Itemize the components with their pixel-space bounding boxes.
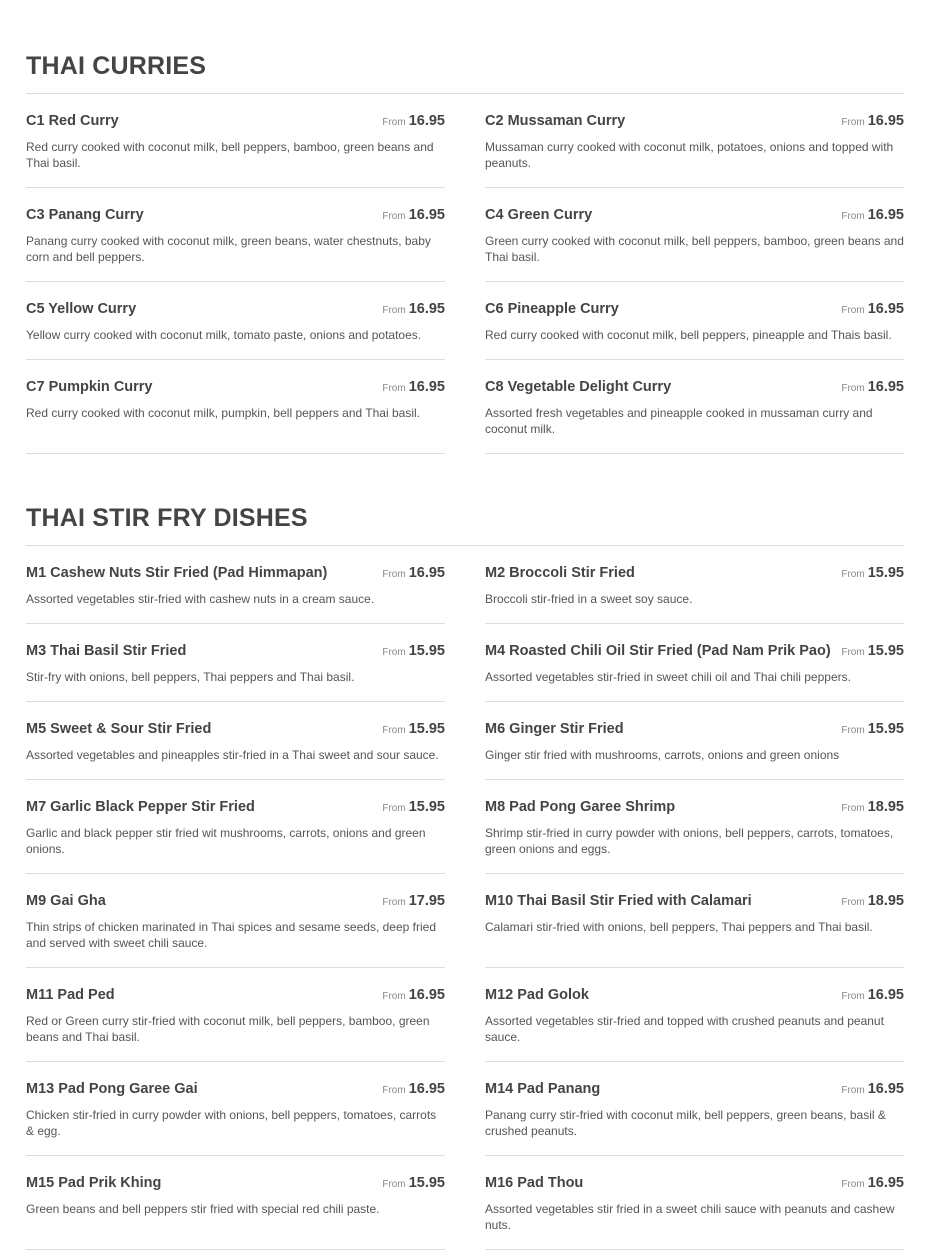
price-value: 16.95 [408, 987, 445, 1003]
menu-item-header [485, 642, 904, 662]
menu-item-header [26, 642, 445, 662]
menu-item-description: Assorted vegetables stir-fried in sweet chili oil and Thai chili peppers. [485, 670, 851, 684]
menu-item-name: C3 Panang Curry [26, 207, 144, 223]
menu-item-name: M2 Broccoli Stir Fried [485, 565, 635, 581]
menu-item-price [841, 300, 904, 320]
menu-item-price [382, 892, 445, 912]
price-from-label: From [382, 897, 406, 908]
price-from-label: From [841, 117, 865, 128]
price-from-label: From [382, 803, 406, 814]
menu-item-description: Yellow curry cooked with coconut milk, tomato paste, onions and potatoes. [26, 328, 422, 342]
menu-item-header [26, 378, 445, 398]
menu-item[interactable] [485, 874, 904, 968]
menu-item-description: Ginger stir fried with mushrooms, carrots, onions and green onions [485, 748, 840, 762]
section-title: THAI CURRIES [26, 52, 207, 80]
price-value: 16.95 [408, 207, 445, 223]
section-title: THAI STIR FRY DISHES [26, 504, 308, 532]
menu-item-description: Assorted vegetables stir-fried with cashew nuts in a cream sauce. [26, 592, 375, 606]
section-thai-curries [26, 51, 904, 454]
price-from-label: From [841, 1085, 865, 1096]
price-value: 17.95 [408, 893, 445, 909]
price-from-label: From [841, 211, 865, 222]
menu-item-grid [26, 546, 904, 1250]
menu-item-name: M9 Gai Gha [26, 893, 106, 909]
menu-item[interactable] [26, 968, 445, 1062]
menu-item-header [485, 300, 904, 320]
menu-item-description: Assorted vegetables and pineapples stir-fried in a Thai sweet and sour sauce. [26, 748, 439, 762]
menu-item[interactable] [26, 1062, 445, 1156]
menu-item-name: M13 Pad Pong Garee Gai [26, 1081, 198, 1097]
menu-item-price [841, 642, 904, 662]
menu-item-description: Panang curry stir-fried with coconut milk, bell peppers, green beans, basil & crushed peanuts. [485, 1108, 886, 1138]
menu-item-header [26, 300, 445, 320]
price-from-label: From [382, 211, 406, 222]
section-thai-stir-fry-dishes [26, 503, 904, 1250]
menu-item-price [841, 1174, 904, 1194]
menu-item-header [26, 892, 445, 912]
menu-item-header [26, 798, 445, 818]
menu-item[interactable] [485, 94, 904, 188]
menu-item-name: M3 Thai Basil Stir Fried [26, 643, 187, 659]
menu-item-price [841, 1080, 904, 1100]
price-value: 18.95 [867, 799, 904, 815]
menu-item-grid [26, 94, 904, 454]
menu-item-description: Calamari stir-fried with onions, bell peppers, Thai peppers and Thai basil. [485, 920, 873, 934]
price-value: 16.95 [408, 113, 445, 129]
menu-item-description: Garlic and black pepper stir fried wit mushrooms, carrots, onions and green onions. [26, 826, 426, 856]
menu-item-price [841, 986, 904, 1006]
menu-item-header [485, 1174, 904, 1194]
price-from-label: From [382, 647, 406, 658]
menu-item-price [841, 564, 904, 584]
menu-item[interactable] [485, 624, 904, 702]
menu-item-header [485, 892, 904, 912]
price-from-label: From [841, 383, 865, 394]
menu-item-name: M12 Pad Golok [485, 987, 589, 1003]
price-from-label: From [841, 1179, 865, 1190]
menu-item-name: M6 Ginger Stir Fried [485, 721, 624, 737]
menu-item-name: M14 Pad Panang [485, 1081, 601, 1097]
price-from-label: From [382, 725, 406, 736]
menu-item[interactable] [485, 1062, 904, 1156]
menu-item-header [26, 720, 445, 740]
menu-item-description: Green curry cooked with coconut milk, bell peppers, bamboo, green beans and Thai basil. [485, 234, 904, 264]
menu-item-name: C2 Mussaman Curry [485, 113, 626, 129]
price-from-label: From [841, 569, 865, 580]
menu-item-name: C6 Pineapple Curry [485, 301, 619, 317]
menu-item-price [382, 986, 445, 1006]
price-value: 15.95 [867, 643, 904, 659]
menu-item[interactable] [26, 546, 445, 624]
menu-item-header [26, 206, 445, 226]
menu-item[interactable] [485, 360, 904, 454]
menu-item-name: M8 Pad Pong Garee Shrimp [485, 799, 676, 815]
price-from-label: From [841, 647, 865, 658]
menu-item-price [382, 720, 445, 740]
menu-item-header [485, 378, 904, 398]
menu-item-price [382, 1080, 445, 1100]
menu-item-price [841, 720, 904, 740]
menu-item-price [382, 206, 445, 226]
menu-item-description: Mussaman curry cooked with coconut milk, potatoes, onions and topped with peanuts. [485, 140, 894, 170]
menu-item-description: Assorted vegetables stir-fried and topped with crushed peanuts and peanut sauce. [485, 1014, 884, 1044]
menu-item-name: M7 Garlic Black Pepper Stir Fried [26, 799, 255, 815]
price-from-label: From [382, 991, 406, 1002]
menu-item-price [382, 300, 445, 320]
price-value: 16.95 [408, 1081, 445, 1097]
menu-item-name: C8 Vegetable Delight Curry [485, 379, 672, 395]
price-value: 18.95 [867, 893, 904, 909]
price-from-label: From [382, 383, 406, 394]
menu-item[interactable] [26, 188, 445, 282]
price-value: 16.95 [867, 301, 904, 317]
price-value: 15.95 [408, 799, 445, 815]
menu-item-description: Shrimp stir-fried in curry powder with onions, bell peppers, carrots, tomatoes, green onions and eggs. [485, 826, 894, 856]
price-from-label: From [841, 991, 865, 1002]
menu-item-name: M4 Roasted Chili Oil Stir Fried (Pad Nam Prik Pao) [485, 643, 831, 659]
menu-item-header [26, 1080, 445, 1100]
menu-item-header [26, 112, 445, 132]
price-value: 15.95 [408, 1175, 445, 1191]
menu-item[interactable] [485, 282, 904, 360]
price-value: 16.95 [867, 1081, 904, 1097]
menu-item[interactable] [26, 780, 445, 874]
menu-item-description: Red curry cooked with coconut milk, bell peppers, pineapple and Thais basil. [485, 328, 892, 342]
menu-item[interactable] [26, 282, 445, 360]
price-value: 16.95 [867, 1175, 904, 1191]
menu-item-price [841, 112, 904, 132]
menu-item[interactable] [26, 624, 445, 702]
menu-item-name: M10 Thai Basil Stir Fried with Calamari [485, 893, 752, 909]
menu-item[interactable] [26, 702, 445, 780]
menu-item-name: C7 Pumpkin Curry [26, 379, 153, 395]
menu-item[interactable] [26, 874, 445, 968]
price-from-label: From [841, 897, 865, 908]
menu-item-price [382, 564, 445, 584]
menu-item-name: C4 Green Curry [485, 207, 593, 223]
menu-item-description: Chicken stir-fried in curry powder with onions, bell peppers, tomatoes, carrots & egg. [26, 1108, 437, 1138]
menu-item-header [26, 986, 445, 1006]
menu-item-description: Assorted fresh vegetables and pineapple cooked in mussaman curry and coconut milk. [485, 406, 873, 436]
menu-item-name: M1 Cashew Nuts Stir Fried (Pad Himmapan) [26, 565, 328, 581]
menu-item[interactable] [26, 1156, 445, 1250]
menu-item-price [382, 798, 445, 818]
menu-item-header [485, 720, 904, 740]
menu-item-name: M5 Sweet & Sour Stir Fried [26, 721, 212, 737]
price-from-label: From [841, 725, 865, 736]
price-from-label: From [382, 117, 406, 128]
menu-item-description: Stir-fry with onions, bell peppers, Thai peppers and Thai basil. [26, 670, 355, 684]
price-value: 16.95 [867, 113, 904, 129]
menu-item-price [841, 892, 904, 912]
menu-item-header [485, 206, 904, 226]
price-from-label: From [382, 1085, 406, 1096]
menu-item-description: Panang curry cooked with coconut milk, green beans, water chestnuts, baby corn and bell peppers. [26, 234, 431, 264]
menu-item[interactable] [26, 94, 445, 188]
menu-item-header [485, 798, 904, 818]
menu-item[interactable] [26, 360, 445, 454]
menu-item[interactable] [485, 1156, 904, 1250]
menu-item-description: Red curry cooked with coconut milk, pumpkin, bell peppers and Thai basil. [26, 406, 420, 420]
menu-item-price [382, 642, 445, 662]
menu-item-header [26, 564, 445, 584]
menu-item-name: C5 Yellow Curry [26, 301, 137, 317]
menu-item-price [841, 798, 904, 818]
menu-item[interactable] [485, 546, 904, 624]
menu-item-price [841, 378, 904, 398]
menu-item-price [841, 206, 904, 226]
price-value: 15.95 [867, 721, 904, 737]
menu-item-header [485, 112, 904, 132]
price-value: 16.95 [408, 301, 445, 317]
menu-item-description: Red curry cooked with coconut milk, bell peppers, bamboo, green beans and Thai basil. [26, 140, 434, 170]
price-value: 16.95 [867, 207, 904, 223]
price-from-label: From [382, 305, 406, 316]
price-value: 15.95 [408, 721, 445, 737]
price-from-label: From [841, 803, 865, 814]
price-from-label: From [382, 1179, 406, 1190]
menu-item[interactable] [485, 188, 904, 282]
menu-item-description: Thin strips of chicken marinated in Thai spices and sesame seeds, deep fried and served with sweet chili sauce. [26, 920, 436, 950]
menu-item-name: M15 Pad Prik Khing [26, 1175, 162, 1191]
menu-item-price [382, 1174, 445, 1194]
price-value: 15.95 [408, 643, 445, 659]
menu-item-header [485, 564, 904, 584]
menu-item-price [382, 378, 445, 398]
menu-item-description: Red or Green curry stir-fried with coconut milk, bell peppers, bamboo, green beans and Thai basil. [26, 1014, 430, 1044]
menu-item-header [485, 1080, 904, 1100]
menu-item[interactable] [485, 968, 904, 1062]
menu-item-name: C1 Red Curry [26, 113, 119, 129]
menu-item-description: Broccoli stir-fried in a sweet soy sauce. [485, 592, 693, 606]
menu-item-price [382, 112, 445, 132]
menu-item-header [485, 986, 904, 1006]
price-from-label: From [382, 569, 406, 580]
menu-item-description: Green beans and bell peppers stir fried with special red chili paste. [26, 1202, 380, 1216]
menu-item[interactable] [485, 702, 904, 780]
price-value: 16.95 [408, 565, 445, 581]
price-value: 15.95 [867, 565, 904, 581]
price-value: 16.95 [867, 379, 904, 395]
menu-item-name: M11 Pad Ped [26, 987, 115, 1003]
menu-item-name: M16 Pad Thou [485, 1175, 584, 1191]
price-value: 16.95 [867, 987, 904, 1003]
menu-item-header [26, 1174, 445, 1194]
menu-item-description: Assorted vegetables stir fried in a sweet chili sauce with peanuts and cashew nuts. [485, 1202, 895, 1232]
menu-item[interactable] [485, 780, 904, 874]
price-value: 16.95 [408, 379, 445, 395]
price-from-label: From [841, 305, 865, 316]
